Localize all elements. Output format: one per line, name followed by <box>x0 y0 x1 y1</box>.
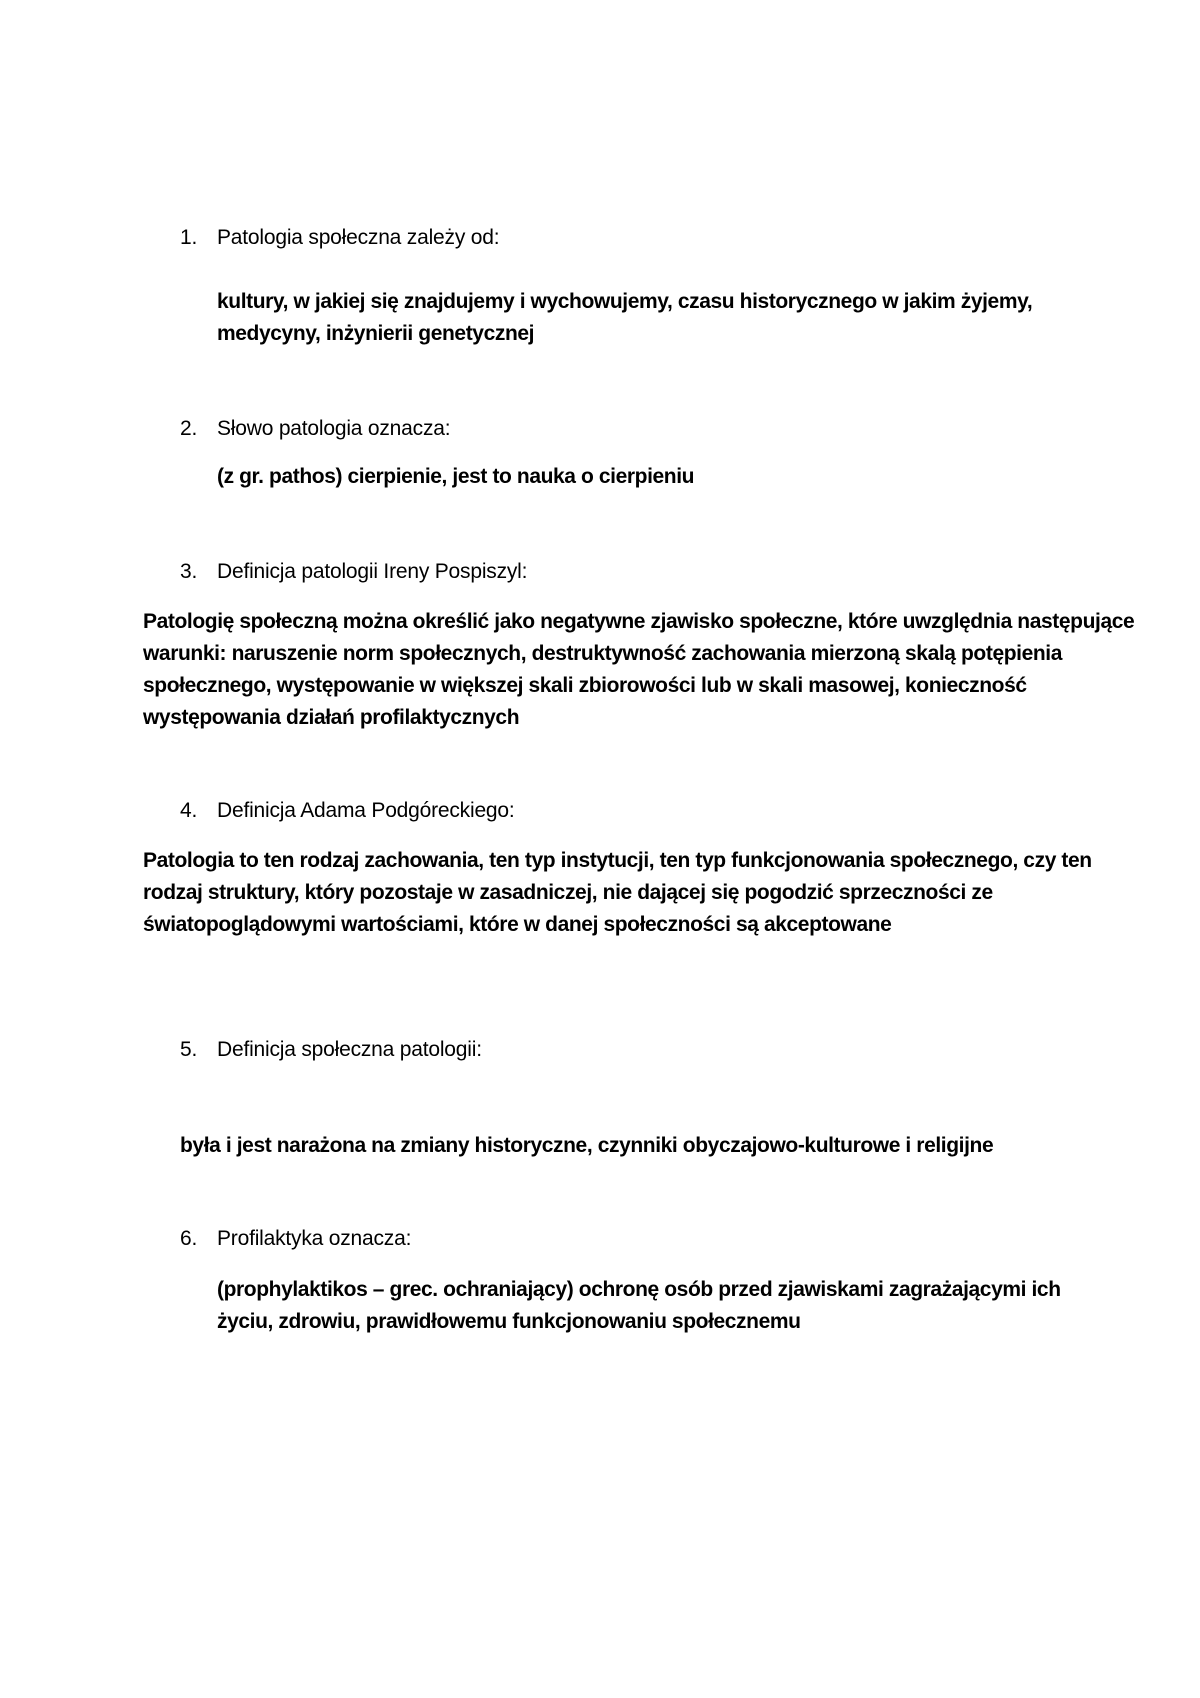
item-2-body: (z gr. pathos) cierpienie, jest to nauka o cierpieniu <box>217 465 695 488</box>
item-1-title: Patologia społeczna zależy od: <box>217 226 500 249</box>
item-1-number: 1. <box>180 226 198 249</box>
item-4-title: Definicja Adama Podgóreckiego: <box>217 799 515 822</box>
item-5-body: była i jest narażona na zmiany historyczne, czynniki obyczajowo-kulturowe i religijne <box>180 1134 994 1157</box>
item-6-title: Profilaktyka oznacza: <box>217 1227 412 1250</box>
item-2-number: 2. <box>180 417 198 440</box>
item-5-title: Definicja społeczna patologii: <box>217 1038 482 1061</box>
item-6-body: (prophylaktikos – grec. ochraniający) ochronę osób przed zjawiskami zagrażającymi ich życiu, zdrowiu, prawidłowemu funkcjonowaniu społecznemu <box>217 1278 1061 1333</box>
item-6-number: 6. <box>180 1227 198 1250</box>
item-3-body: Patologię społeczną można określić jako negatywne zjawisko społeczne, które uwzględnia następujące warunki: naruszenie norm społecznych, destruktywność zachowania mierzoną skalą potępienia społecznego, występowanie w większej skali zbiorowości lub w skali masowej, konieczność występowania działań profilaktycznych <box>143 610 1135 729</box>
item-3-number: 3. <box>180 560 198 583</box>
item-3-title: Definicja patologii Ireny Pospiszyl: <box>217 560 528 583</box>
item-4-number: 4. <box>180 799 198 822</box>
item-1-body: kultury, w jakiej się znajdujemy i wychowujemy, czasu historycznego w jakim żyjemy, medycyny, inżynierii genetycznej <box>217 290 1033 345</box>
item-2-title: Słowo patologia oznacza: <box>217 417 451 440</box>
item-4-body: Patologia to ten rodzaj zachowania, ten typ instytucji, ten typ funkcjonowania społecznego, czy ten rodzaj struktury, który pozostaje w zasadniczej, nie dającej się pogodzić sprzeczności ze światopoglądowymi wartościami, które w danej społeczności są akceptowane <box>143 849 1092 936</box>
item-5-number: 5. <box>180 1038 198 1061</box>
